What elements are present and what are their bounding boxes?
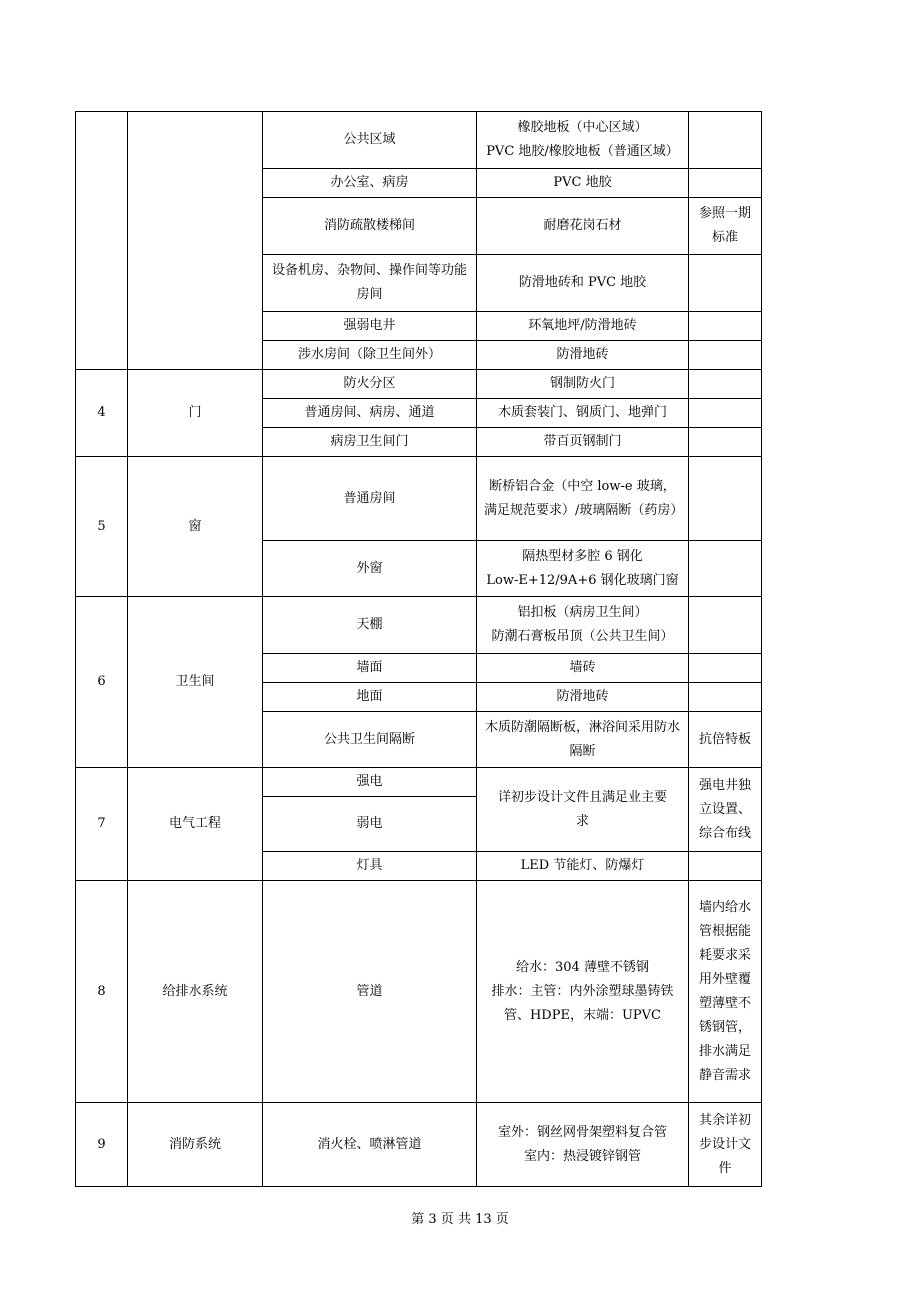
item-cell: 公共区域 bbox=[263, 112, 477, 169]
note-cell bbox=[689, 597, 762, 654]
material-line: 防潮石膏板吊顶（公共卫生间） bbox=[491, 629, 674, 644]
material-cell: 带百页钢制门 bbox=[477, 428, 689, 457]
item-cell: 弱电 bbox=[263, 797, 477, 852]
note-text: 墙内给水管根据能耗要求采用外壁覆塑薄壁不锈钢管，排水满足静音需求 bbox=[698, 899, 751, 1083]
note-cell bbox=[689, 169, 762, 198]
material-cell bbox=[477, 768, 689, 852]
note-text: 强电井独立设置、综合布线 bbox=[698, 777, 751, 841]
material-text: 木质防潮隔断板，淋浴间采用防水隔断 bbox=[484, 719, 680, 759]
item-cell: 灯具 bbox=[263, 852, 477, 881]
note-cell bbox=[689, 428, 762, 457]
item-cell: 涉水房间（除卫生间外） bbox=[263, 341, 477, 370]
table-row bbox=[76, 1103, 762, 1187]
table-row bbox=[76, 370, 762, 399]
row-number-cell: 7 bbox=[76, 768, 128, 881]
material-cell: 钢制防火门 bbox=[477, 370, 689, 399]
note-cell bbox=[689, 198, 762, 255]
item-cell: 强弱电井 bbox=[263, 312, 477, 341]
note-cell bbox=[689, 112, 762, 169]
material-line: 排水：主管：内外涂塑球墨铸铁管、HDPE，末端：UPVC bbox=[491, 983, 674, 1023]
material-text: 详初步设计文件且满足业主要求 bbox=[497, 789, 667, 829]
category-cell: 窗 bbox=[128, 457, 263, 597]
material-cell bbox=[477, 112, 689, 169]
category-cell bbox=[128, 112, 263, 370]
item-cell: 外窗 bbox=[263, 541, 477, 597]
spec-table bbox=[75, 111, 762, 1187]
item-cell: 墙面 bbox=[263, 654, 477, 683]
category-cell: 卫生间 bbox=[128, 597, 263, 768]
material-cell bbox=[477, 881, 689, 1103]
note-cell bbox=[689, 881, 762, 1103]
note-cell bbox=[689, 457, 762, 541]
item-text: 设备机房、杂物间、操作间等功能房间 bbox=[271, 263, 467, 302]
note-cell bbox=[689, 683, 762, 712]
material-line: 室外：钢丝网骨架塑料复合管 bbox=[497, 1124, 667, 1140]
category-cell: 给排水系统 bbox=[128, 881, 263, 1103]
item-cell: 管道 bbox=[263, 881, 477, 1103]
item-cell: 强电 bbox=[263, 768, 477, 797]
note-cell bbox=[689, 852, 762, 881]
material-cell: 木质套装门、钢质门、地弹门 bbox=[477, 399, 689, 428]
item-cell: 普通房间 bbox=[263, 457, 477, 541]
table-row bbox=[76, 457, 762, 541]
note-cell bbox=[689, 1103, 762, 1187]
material-line: 橡胶地板（中心区域） bbox=[517, 120, 648, 135]
footer-suffix: 页 bbox=[495, 1212, 509, 1227]
material-text: 断桥铝合金（中空 low-e 玻璃，满足规范要求）/玻璃隔断（药房） bbox=[484, 478, 684, 518]
page-footer bbox=[0, 1208, 920, 1227]
current-page-number: 3 bbox=[428, 1212, 437, 1227]
material-cell: 防滑地砖 bbox=[477, 341, 689, 370]
material-cell: 防滑地砖 bbox=[477, 683, 689, 712]
note-cell bbox=[689, 654, 762, 683]
item-cell: 办公室、病房 bbox=[263, 169, 477, 198]
item-cell: 天棚 bbox=[263, 597, 477, 654]
material-line: PVC 地胶/橡胶地板（普通区域） bbox=[486, 144, 679, 159]
footer-page-word: 页 bbox=[440, 1212, 454, 1227]
row-number-cell: 9 bbox=[76, 1103, 128, 1187]
note-cell bbox=[689, 768, 762, 852]
item-cell: 公共卫生间隔断 bbox=[263, 712, 477, 768]
note-cell bbox=[689, 341, 762, 370]
category-cell: 门 bbox=[128, 370, 263, 457]
table-row bbox=[76, 768, 762, 797]
note-cell: 抗倍特板 bbox=[689, 712, 762, 768]
material-cell: 耐磨花岗石材 bbox=[477, 198, 689, 255]
material-cell: 环氧地坪/防滑地砖 bbox=[477, 312, 689, 341]
item-cell: 普通房间、病房、通道 bbox=[263, 399, 477, 428]
footer-prefix: 第 bbox=[411, 1212, 425, 1227]
material-line: 给水：304 薄壁不锈钢 bbox=[516, 959, 649, 975]
table-row bbox=[76, 597, 762, 654]
item-cell: 地面 bbox=[263, 683, 477, 712]
category-cell: 电气工程 bbox=[128, 768, 263, 881]
category-cell: 消防系统 bbox=[128, 1103, 263, 1187]
material-cell bbox=[477, 457, 689, 541]
table-row bbox=[76, 112, 762, 169]
material-cell bbox=[477, 712, 689, 768]
row-number-cell: 5 bbox=[76, 457, 128, 597]
item-cell: 消防疏散楼梯间 bbox=[263, 198, 477, 255]
material-cell: PVC 地胶 bbox=[477, 169, 689, 198]
material-line: 室内：热浸镀锌钢管 bbox=[523, 1148, 641, 1164]
material-cell: LED 节能灯、防爆灯 bbox=[477, 852, 689, 881]
note-cell bbox=[689, 255, 762, 312]
item-cell: 防火分区 bbox=[263, 370, 477, 399]
row-number-cell: 4 bbox=[76, 370, 128, 457]
material-cell bbox=[477, 541, 689, 597]
row-number-cell: 8 bbox=[76, 881, 128, 1103]
material-cell: 墙砖 bbox=[477, 654, 689, 683]
material-line: 隔热型材多腔 6 钢化 bbox=[522, 548, 643, 564]
total-page-number: 13 bbox=[475, 1212, 492, 1227]
item-cell bbox=[263, 255, 477, 312]
table-row bbox=[76, 881, 762, 1103]
material-line: 铝扣板（病房卫生间） bbox=[517, 605, 648, 620]
material-line: Low-E+12/9A+6 钢化玻璃门窗 bbox=[486, 572, 679, 588]
note-cell bbox=[689, 541, 762, 597]
material-cell bbox=[477, 1103, 689, 1187]
note-text: 参照一期标准 bbox=[698, 206, 751, 245]
item-cell: 病房卫生间门 bbox=[263, 428, 477, 457]
footer-total-word: 共 bbox=[457, 1212, 471, 1227]
note-cell bbox=[689, 312, 762, 341]
item-cell: 消火栓、喷淋管道 bbox=[263, 1103, 477, 1187]
note-text: 其余详初步设计文件 bbox=[698, 1112, 751, 1176]
row-number-cell: 6 bbox=[76, 597, 128, 768]
material-cell: 防滑地砖和 PVC 地胶 bbox=[477, 255, 689, 312]
material-cell bbox=[477, 597, 689, 654]
note-cell bbox=[689, 370, 762, 399]
row-number-cell bbox=[76, 112, 128, 370]
note-cell bbox=[689, 399, 762, 428]
